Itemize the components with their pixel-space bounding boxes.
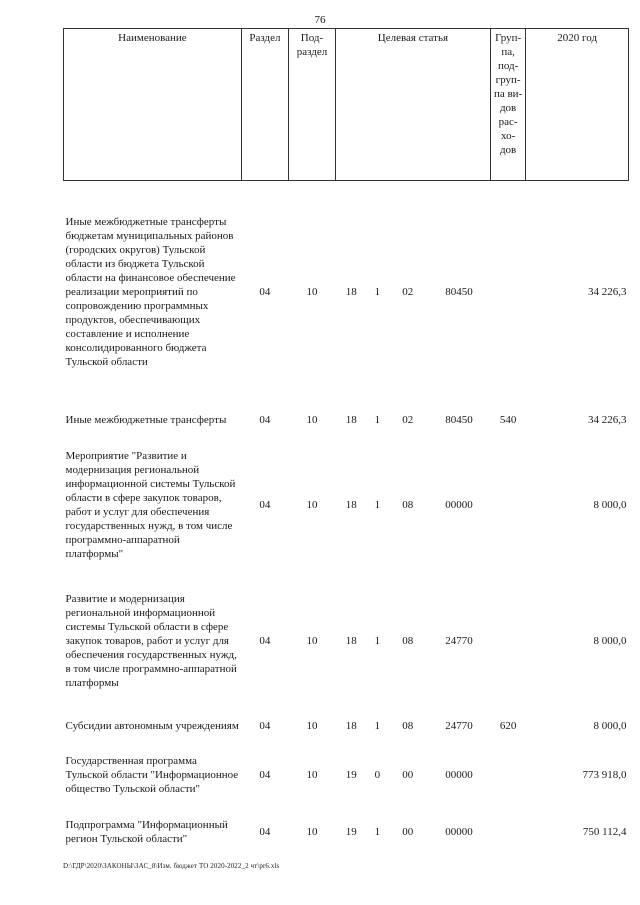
row-section: 04: [259, 825, 271, 838]
row-amount: 773 918,0: [582, 768, 627, 781]
row-subsection: 10: [306, 634, 318, 647]
header-subsection: Под- раздел: [288, 29, 335, 181]
row-section: 04: [259, 498, 271, 511]
row-expense-group: [490, 573, 526, 709]
table-row: [64, 573, 629, 709]
budget-table: [63, 28, 629, 857]
row-name: Субсидии автономным учреждениям: [65, 719, 239, 732]
row-amount: 34 226,3: [588, 285, 627, 298]
row-article-subprogram: 1: [374, 498, 381, 511]
row-expense-group: 540: [499, 413, 517, 426]
row-subsection: 10: [306, 285, 318, 298]
row-subsection: 10: [306, 768, 318, 781]
row-article-program: 19: [345, 825, 357, 838]
row-article-event: 08: [402, 719, 414, 732]
row-section: 04: [259, 768, 271, 781]
table-header-row: [64, 29, 629, 181]
header-expense-group: Груп- па, под- груп- па ви- дов рас- хо- дов: [490, 29, 526, 181]
table-body: [64, 181, 629, 857]
row-amount: 8 000,0: [593, 634, 627, 647]
row-article-subprogram: 1: [374, 285, 381, 298]
row-amount: 34 226,3: [588, 413, 627, 426]
row-expense-group: [490, 437, 526, 573]
row-section: 04: [259, 413, 271, 426]
row-article-subprogram: 1: [374, 825, 381, 838]
table-row: [64, 743, 629, 807]
file-path-footer: D:\ГДР\2020\ЗАКОНЫ\ЗАС_8\Изм. бюджет ТО 2020-2022_2 чт\pr6.xls: [63, 862, 280, 870]
row-article-event: 00: [402, 768, 414, 781]
row-amount: 750 112,4: [582, 825, 627, 838]
page-number: 76: [314, 14, 326, 26]
row-article-direction: 00000: [445, 498, 473, 511]
row-article-program: 18: [345, 634, 357, 647]
row-expense-group: 620: [499, 719, 517, 732]
row-amount: 8 000,0: [593, 498, 627, 511]
row-article-direction: 80450: [445, 413, 473, 426]
row-article-direction: 24770: [445, 634, 473, 647]
row-name: Подпрограмма "Информационный регион Тульской области": [65, 818, 228, 845]
row-article-subprogram: 1: [374, 413, 381, 426]
table-row: [64, 437, 629, 573]
row-article-program: 19: [345, 768, 357, 781]
row-article-event: 08: [402, 498, 414, 511]
row-article-event: 00: [402, 825, 414, 838]
header-name: Наименование: [64, 29, 242, 181]
row-name: Мероприятие "Развитие и модернизация региональной информационной системы Тульской области в сфере закупок товаров, работ и услуг для обеспечения государственных нужд, в том числе программно-аппаратной платформы": [65, 449, 236, 560]
header-year: 2020 год: [526, 29, 629, 181]
row-expense-group: [490, 743, 526, 807]
row-article-direction: 24770: [445, 719, 473, 732]
row-subsection: 10: [306, 825, 318, 838]
row-subsection: 10: [306, 498, 318, 511]
row-article-program: 18: [345, 413, 357, 426]
row-name: Иные межбюджетные трансферты бюджетам муниципальных районов (городских округов) Тульской области из бюджета Тульской области на финансовое обеспечение реализации мероприятий по сопровождению программных продуктов, обеспечивающих составление и исполнение консолидированного бюджета Тульской области: [65, 215, 236, 368]
row-article-subprogram: 1: [374, 719, 381, 732]
row-article-direction: 00000: [445, 825, 473, 838]
row-section: 04: [259, 285, 271, 298]
row-article-direction: 00000: [445, 768, 473, 781]
row-expense-group: [490, 807, 526, 857]
row-article-subprogram: 0: [374, 768, 381, 781]
row-article-event: 02: [402, 285, 414, 298]
row-section: 04: [259, 634, 271, 647]
row-article-program: 18: [345, 285, 357, 298]
table-row: [64, 807, 629, 857]
row-article-program: 18: [345, 719, 357, 732]
row-name: Государственная программа Тульской области "Информационное общество Тульской области": [65, 754, 239, 795]
row-amount: 8 000,0: [593, 719, 627, 732]
row-name: Развитие и модернизация региональной информационной системы Тульской области в сфере закупок товаров, работ и услуг для обеспечения государственных нужд, в том числе программно-аппаратной платформы: [65, 592, 237, 689]
row-article-event: 08: [402, 634, 414, 647]
table-row: [64, 709, 629, 743]
row-name: Иные межбюджетные трансферты: [65, 413, 227, 426]
row-section: 04: [259, 719, 271, 732]
row-subsection: 10: [306, 413, 318, 426]
row-article-program: 18: [345, 498, 357, 511]
row-subsection: 10: [306, 719, 318, 732]
row-article-subprogram: 1: [374, 634, 381, 647]
row-article-direction: 80450: [445, 285, 473, 298]
header-target-article: Целевая статья: [336, 29, 491, 181]
row-expense-group: [490, 181, 526, 403]
table-row: [64, 403, 629, 437]
row-article-event: 02: [402, 413, 414, 426]
table-row: [64, 181, 629, 403]
header-section: Раздел: [241, 29, 288, 181]
